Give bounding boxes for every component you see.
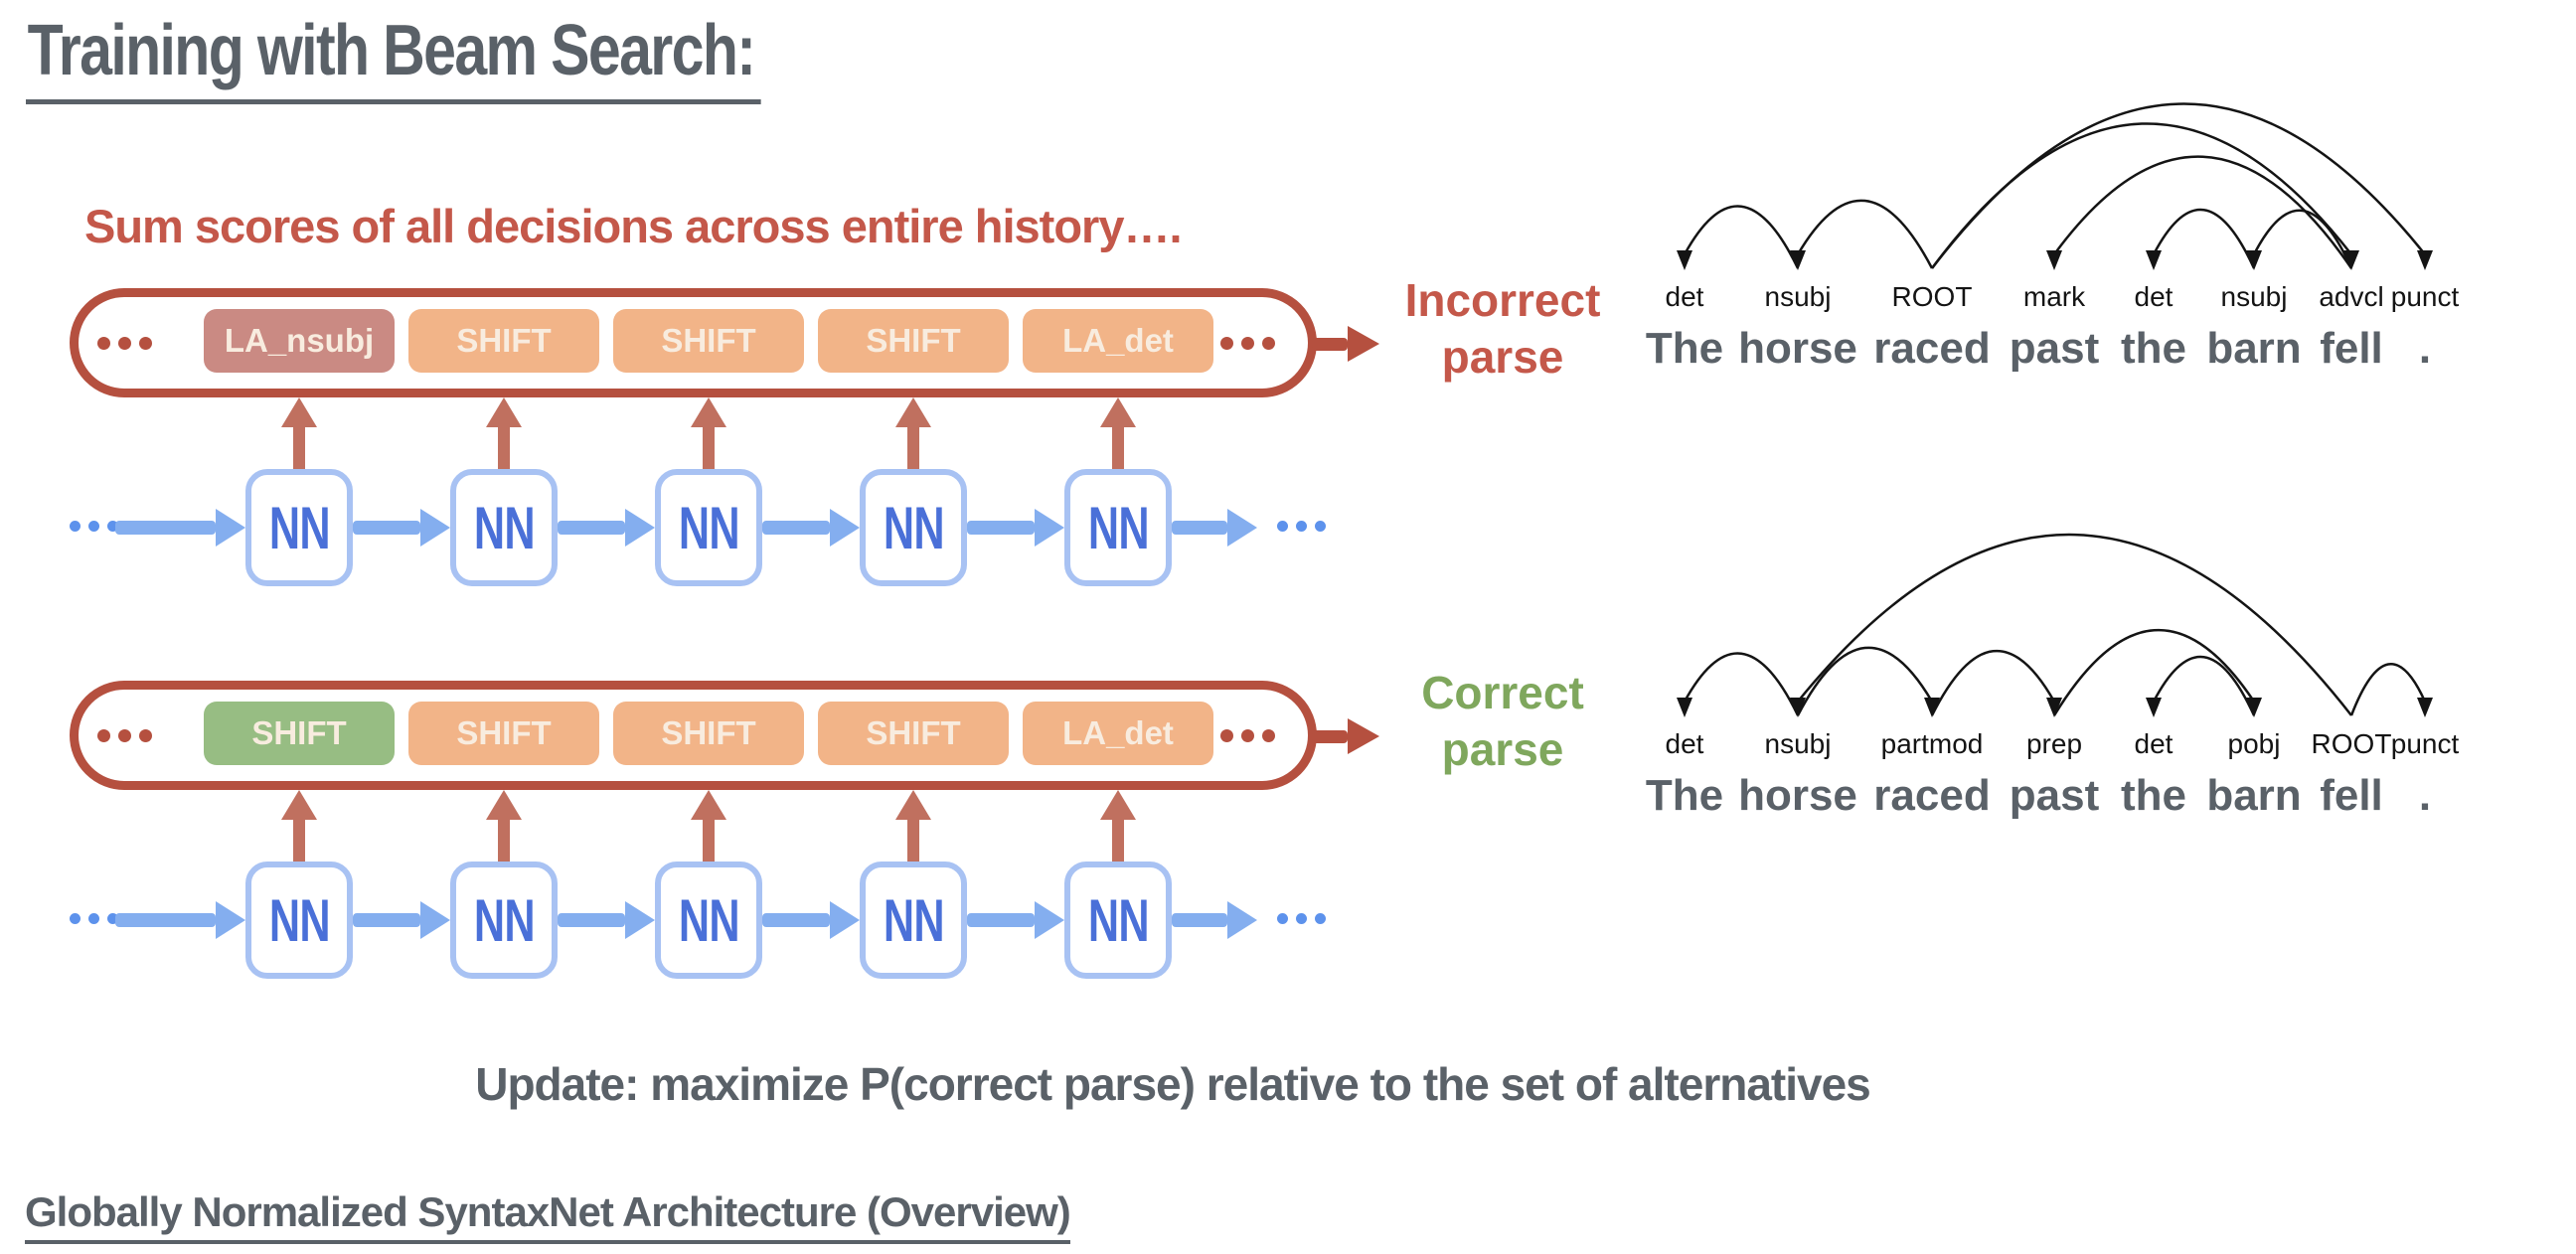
- sentence-word: raced: [1873, 324, 1991, 373]
- up-arrow-stem: [907, 820, 919, 863]
- nn-to-decision-arrow: [486, 397, 522, 471]
- nn-chain-arrow: [762, 901, 860, 939]
- ellipsis-dot: [1262, 729, 1275, 742]
- dependency-tag: advcl: [2319, 281, 2384, 312]
- ellipsis-dot: [1315, 913, 1326, 924]
- parse-result-label-incorrect: [1383, 272, 1622, 386]
- dependency-arc-arrowhead: [2417, 250, 2433, 270]
- arrow-head: [420, 509, 450, 547]
- nn-box: [245, 469, 353, 586]
- ellipsis-dot: [1220, 729, 1233, 742]
- nn-label: NN: [268, 886, 330, 954]
- nn-box: [655, 862, 762, 979]
- arrow-stem: [1312, 338, 1348, 351]
- ellipsis-dot: [1296, 521, 1307, 532]
- ellipsis-dot: [97, 337, 110, 350]
- sentence-word: the: [2121, 771, 2186, 820]
- up-arrow-head: [691, 397, 726, 427]
- nn-leading-ellipsis: [70, 521, 118, 532]
- dependency-arc-nsubj: [1798, 201, 1932, 268]
- nn-to-decision-arrow: [1100, 790, 1136, 863]
- sentence-word: past: [2009, 324, 2100, 373]
- update-statement: Update: maximize P(correct parse) relative to the set of alternatives: [475, 1058, 1870, 1110]
- sequence-trailing-ellipsis: [1220, 337, 1275, 350]
- up-arrow-stem: [293, 427, 305, 471]
- ellipsis-dot: [1241, 729, 1254, 742]
- arrow-stem: [115, 913, 216, 927]
- dependency-tag: pobj: [2227, 728, 2281, 759]
- parse-tree-correct-parse: [1630, 502, 2576, 840]
- arrow-stem: [558, 521, 625, 535]
- nn-to-decision-arrow: [1100, 397, 1136, 471]
- dependency-arc-arrowhead: [1677, 250, 1692, 270]
- dependency-arc-det: [1685, 653, 1798, 715]
- up-arrow-head: [281, 397, 317, 427]
- nn-trailing-ellipsis: [1277, 521, 1326, 532]
- nn-to-decision-arrow: [895, 790, 931, 863]
- arrow-head: [1348, 326, 1379, 362]
- up-arrow-stem: [907, 427, 919, 471]
- dependency-tag: det: [2134, 281, 2174, 312]
- action-box-la_nsubj: LA_nsubj: [204, 309, 395, 373]
- dependency-tag: mark: [2022, 281, 2086, 312]
- arrow-stem: [1172, 521, 1227, 535]
- dependency-tag: det: [1665, 728, 1704, 759]
- dependency-tag: nsubj: [2220, 281, 2288, 312]
- arrow-head: [625, 509, 655, 547]
- ellipsis-dot: [1277, 913, 1288, 924]
- dependency-tag: ROOT: [2311, 728, 2392, 759]
- action-box-shift: SHIFT: [408, 702, 599, 765]
- action-box-shift: SHIFT: [613, 702, 804, 765]
- dependency-arc-arrowhead: [2146, 250, 2162, 270]
- up-arrow-head: [281, 790, 317, 820]
- dependency-tag: partmod: [1880, 728, 1984, 759]
- dependency-arc-det: [2154, 210, 2254, 268]
- dependency-tag: nsubj: [1764, 281, 1832, 312]
- nn-box: [860, 862, 967, 979]
- sentence-word: fell: [2320, 324, 2383, 373]
- up-arrow-head: [691, 790, 726, 820]
- arrow-head: [1227, 901, 1257, 939]
- dependency-tag: det: [2134, 728, 2174, 759]
- arrow-head: [830, 901, 860, 939]
- ellipsis-dot: [88, 521, 99, 532]
- parse-result-line: Incorrect: [1404, 274, 1601, 326]
- nn-chain-arrow: [353, 901, 450, 939]
- beam-output-arrow: [1312, 325, 1379, 363]
- ellipsis-dot: [118, 729, 131, 742]
- ellipsis-dot: [1296, 913, 1307, 924]
- dependency-arc-arrowhead: [1790, 250, 1806, 270]
- arrow-stem: [762, 521, 830, 535]
- arrow-stem: [762, 913, 830, 927]
- arrow-head: [1035, 901, 1064, 939]
- sentence-word: barn: [2206, 324, 2302, 373]
- nn-label: NN: [268, 494, 330, 561]
- dependency-arc-partmod: [1798, 648, 1932, 715]
- nn-to-decision-arrow: [281, 790, 317, 863]
- sentence-word: raced: [1873, 771, 1991, 820]
- dependency-arc-prep: [1932, 651, 2054, 715]
- dependency-arc-nsubj: [2254, 211, 2351, 268]
- nn-chain-arrow: [353, 509, 450, 547]
- nn-input-arrow: [115, 509, 245, 547]
- arrow-head: [420, 901, 450, 939]
- arrow-stem: [1312, 730, 1348, 743]
- arrow-head: [216, 901, 245, 939]
- up-arrow-head: [895, 397, 931, 427]
- up-arrow-stem: [293, 820, 305, 863]
- nn-output-arrow: [1172, 901, 1257, 939]
- action-box-shift: SHIFT: [408, 309, 599, 373]
- action-box-la_det: LA_det: [1023, 702, 1213, 765]
- ellipsis-dot: [97, 729, 110, 742]
- dependency-arc-arrowhead: [1677, 698, 1692, 717]
- sentence-word: .: [2418, 771, 2432, 820]
- up-arrow-stem: [1112, 427, 1124, 471]
- sentence-word: The: [1645, 771, 1724, 820]
- up-arrow-stem: [498, 820, 510, 863]
- beam-output-arrow: [1312, 717, 1379, 755]
- nn-box: [245, 862, 353, 979]
- sentence-word: the: [2121, 324, 2186, 373]
- up-arrow-stem: [703, 427, 715, 471]
- action-box-shift: SHIFT: [818, 702, 1009, 765]
- action-box-shift: SHIFT: [204, 702, 395, 765]
- parse-result-line: parse: [1441, 723, 1564, 775]
- ellipsis-dot: [139, 729, 152, 742]
- dependency-arc-arrowhead: [2417, 698, 2433, 717]
- dependency-tag: punct: [2390, 281, 2460, 312]
- arrow-stem: [1172, 913, 1227, 927]
- sentence-word: horse: [1738, 771, 1857, 820]
- nn-chain-arrow: [762, 509, 860, 547]
- nn-box: [655, 469, 762, 586]
- nn-leading-ellipsis: [70, 913, 118, 924]
- nn-label: NN: [1087, 886, 1149, 954]
- sequence-leading-ellipsis: [97, 729, 152, 742]
- nn-to-decision-arrow: [281, 397, 317, 471]
- ellipsis-dot: [1241, 337, 1254, 350]
- nn-label: NN: [883, 494, 944, 561]
- ellipsis-dot: [1315, 521, 1326, 532]
- up-arrow-head: [486, 790, 522, 820]
- dependency-arc-arrowhead: [2246, 250, 2262, 270]
- nn-label: NN: [1087, 494, 1149, 561]
- nn-label: NN: [473, 494, 535, 561]
- dependency-tag: prep: [2025, 728, 2083, 759]
- up-arrow-head: [895, 790, 931, 820]
- dependency-tag: det: [1665, 281, 1704, 312]
- sentence-word: The: [1645, 324, 1724, 373]
- up-arrow-head: [486, 397, 522, 427]
- ellipsis-dot: [1220, 337, 1233, 350]
- nn-output-arrow: [1172, 509, 1257, 547]
- sum-scores-caption: Sum scores of all decisions across entire history….: [84, 200, 1182, 252]
- arrow-stem: [967, 521, 1035, 535]
- arrow-head: [1227, 509, 1257, 547]
- up-arrow-head: [1100, 790, 1136, 820]
- nn-trailing-ellipsis: [1277, 913, 1326, 924]
- nn-chain-arrow: [967, 901, 1064, 939]
- nn-box: [450, 469, 558, 586]
- parse-tree-incorrect-parse: [1630, 55, 2576, 392]
- action-box-shift: SHIFT: [613, 309, 804, 373]
- dependency-tag: nsubj: [1764, 728, 1832, 759]
- sentence-word: horse: [1738, 324, 1857, 373]
- parse-result-label-correct: [1383, 665, 1622, 778]
- action-box-la_det: LA_det: [1023, 309, 1213, 373]
- nn-box: [1064, 469, 1172, 586]
- arrow-head: [216, 509, 245, 547]
- dependency-arc-arrowhead: [2046, 250, 2062, 270]
- up-arrow-stem: [1112, 820, 1124, 863]
- sentence-word: fell: [2320, 771, 2383, 820]
- arrow-head: [1035, 509, 1064, 547]
- nn-label: NN: [678, 886, 739, 954]
- action-box-shift: SHIFT: [818, 309, 1009, 373]
- parse-result-line: Correct: [1421, 667, 1584, 718]
- arrow-stem: [353, 521, 420, 535]
- next-section-heading: Globally Normalized SyntaxNet Architecture (Overview): [25, 1188, 1070, 1244]
- nn-to-decision-arrow: [691, 397, 726, 471]
- page-title: Training with Beam Search:: [26, 10, 761, 104]
- nn-label: NN: [473, 886, 535, 954]
- nn-box: [1064, 862, 1172, 979]
- sentence-word: past: [2009, 771, 2100, 820]
- arrow-head: [625, 901, 655, 939]
- dependency-tag: ROOT: [1891, 281, 1973, 312]
- up-arrow-stem: [498, 427, 510, 471]
- sequence-trailing-ellipsis: [1220, 729, 1275, 742]
- arrow-stem: [115, 521, 216, 535]
- parse-result-line: parse: [1441, 331, 1564, 383]
- ellipsis-dot: [118, 337, 131, 350]
- nn-to-decision-arrow: [691, 790, 726, 863]
- sentence-word: .: [2418, 324, 2432, 373]
- dependency-arc-det: [2154, 657, 2254, 715]
- ellipsis-dot: [70, 521, 80, 532]
- arrow-stem: [558, 913, 625, 927]
- nn-chain-arrow: [967, 509, 1064, 547]
- dependency-arc-arrowhead: [2246, 698, 2262, 717]
- nn-label: NN: [883, 886, 944, 954]
- arrow-head: [1348, 718, 1379, 754]
- nn-box: [860, 469, 967, 586]
- nn-to-decision-arrow: [486, 790, 522, 863]
- nn-to-decision-arrow: [895, 397, 931, 471]
- sentence-word: barn: [2206, 771, 2302, 820]
- up-arrow-stem: [703, 820, 715, 863]
- nn-input-arrow: [115, 901, 245, 939]
- sequence-leading-ellipsis: [97, 337, 152, 350]
- ellipsis-dot: [1277, 521, 1288, 532]
- ellipsis-dot: [70, 913, 80, 924]
- dependency-arc-punct: [2351, 664, 2425, 715]
- dependency-arc-det: [1685, 206, 1798, 268]
- nn-box: [450, 862, 558, 979]
- dependency-arc-arrowhead: [2146, 698, 2162, 717]
- ellipsis-dot: [1262, 337, 1275, 350]
- ellipsis-dot: [88, 913, 99, 924]
- arrow-head: [830, 509, 860, 547]
- up-arrow-head: [1100, 397, 1136, 427]
- dependency-arc-nsubj: [1798, 535, 2351, 715]
- arrow-stem: [353, 913, 420, 927]
- dependency-tag: punct: [2390, 728, 2460, 759]
- nn-label: NN: [678, 494, 739, 561]
- dependency-arc-punct: [1932, 104, 2425, 268]
- ellipsis-dot: [139, 337, 152, 350]
- arrow-stem: [967, 913, 1035, 927]
- nn-chain-arrow: [558, 901, 655, 939]
- nn-chain-arrow: [558, 509, 655, 547]
